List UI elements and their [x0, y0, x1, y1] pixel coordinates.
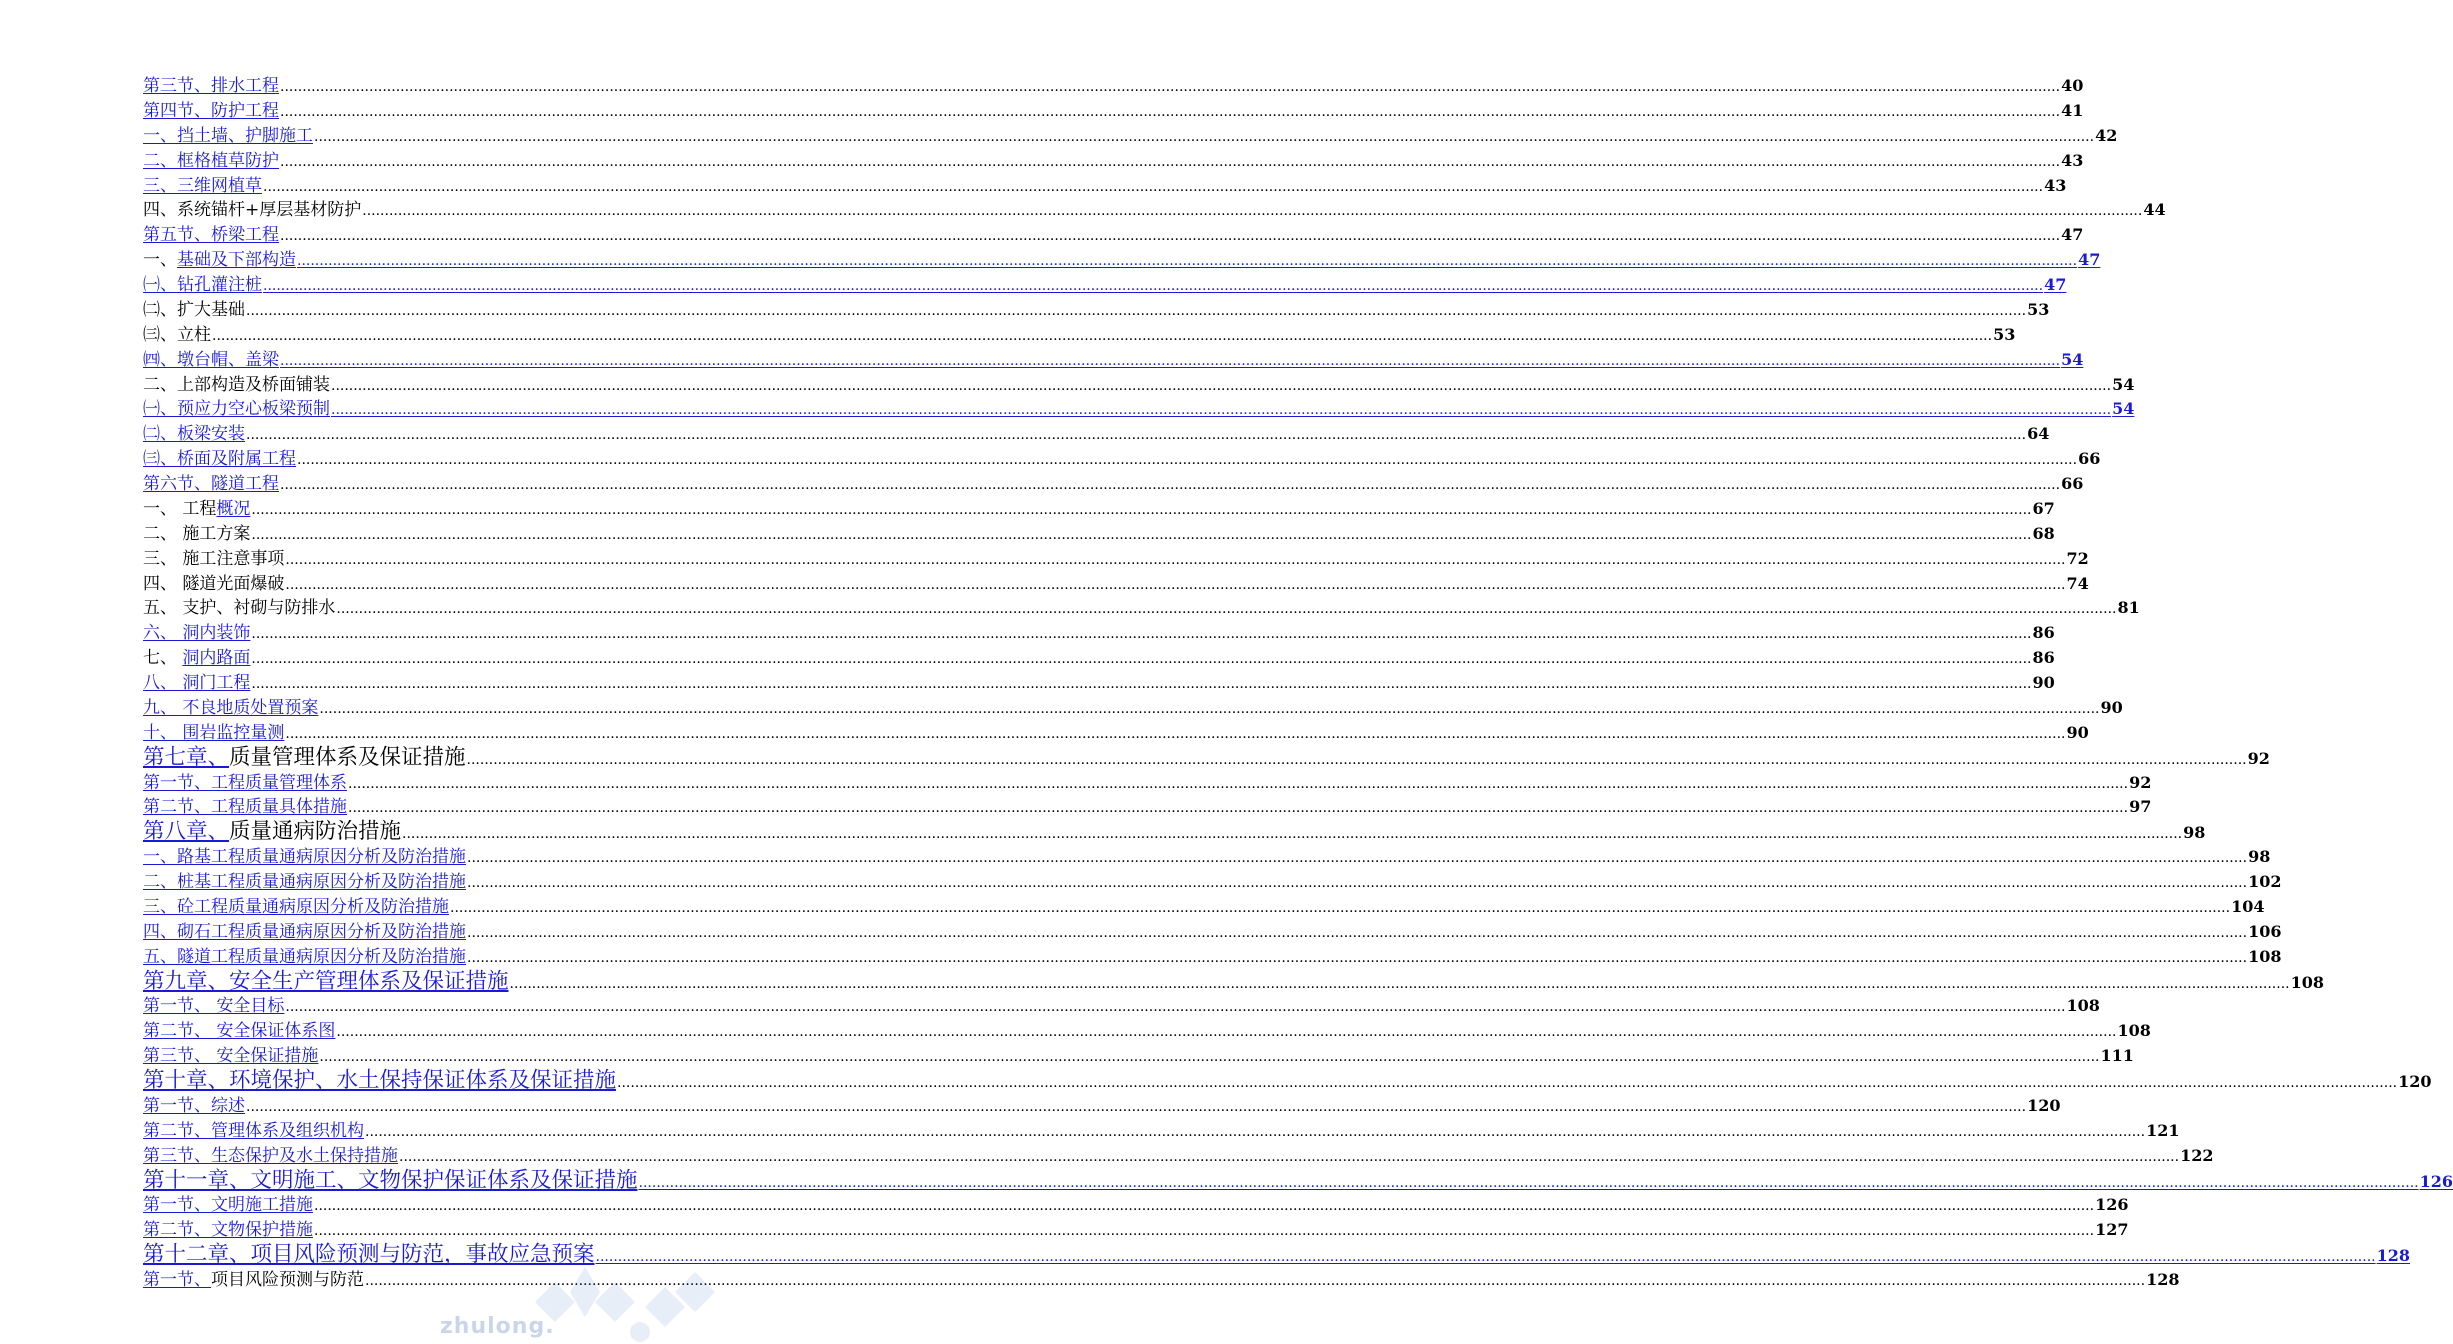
toc-entry-title [143, 497, 250, 522]
toc-leader-dots: ................................................................................................................................................................................................................................................................................................................................................................................................................ [399, 1148, 2180, 1165]
toc-page-number: 126 [2095, 1195, 2129, 1215]
toc-leader-dots: ................................................................................................................................................................................................................................................................................................................................................................................................................ [246, 427, 2027, 444]
toc-link-text[interactable]: 第一节、 安全目标 [143, 996, 285, 1017]
toc-page-number: 90 [2100, 697, 2123, 717]
toc-entry-title [143, 746, 466, 771]
toc-link-text[interactable]: 概况 [216, 498, 251, 519]
toc-leader-dots: ................................................................................................................................................................................................................................................................................................................................................................................................................ [285, 725, 2066, 742]
toc-entry[interactable] [143, 124, 2118, 149]
toc-page-number: 108 [2117, 1021, 2151, 1041]
toc-plain-text: 一、 工程 [143, 498, 217, 519]
toc-entry[interactable] [143, 472, 2084, 497]
toc-entry-title [143, 472, 279, 497]
toc-link-text[interactable]: 基础及下部构造 [177, 250, 296, 271]
toc-page-number: 54 [2112, 374, 2135, 394]
toc-entry[interactable] [143, 819, 2206, 845]
toc-entry[interactable] [143, 397, 2135, 422]
toc-page-number: 74 [2066, 573, 2089, 593]
toc-entry[interactable] [143, 845, 2271, 870]
toc-page-number: 121 [2146, 1120, 2180, 1140]
toc-entry[interactable] [143, 522, 2055, 547]
toc-leader-dots: ................................................................................................................................................................................................................................................................................................................................................................................................................ [617, 1075, 2398, 1091]
toc-page-number: 108 [2248, 946, 2282, 966]
toc-link-text[interactable]: ㈢、桥面及附属工程 [143, 449, 296, 470]
toc-plain-text: 三、 施工注意事项 [143, 548, 285, 569]
toc-page-number: 81 [2117, 598, 2140, 618]
toc-leader-dots: ................................................................................................................................................................................................................................................................................................................................................................................................................ [402, 826, 2183, 843]
toc-entry[interactable] [143, 721, 2089, 746]
toc-link-text[interactable]: 第三节、生态保护及水土保持措施 [143, 1145, 398, 1166]
toc-entry[interactable] [143, 870, 2282, 895]
toc-entry-title [143, 870, 466, 895]
toc-link-text[interactable]: 第十一章、文明施工、文物保护保证体系及保证措施 [143, 1167, 638, 1193]
toc-link-text[interactable]: 六、 洞内装饰 [143, 623, 251, 644]
toc-link-text[interactable]: 第五节、桥梁工程 [143, 225, 279, 246]
toc-entry-title [143, 696, 318, 721]
toc-page-number: 98 [2183, 823, 2206, 843]
toc-link-text[interactable]: 洞内路面 [182, 648, 251, 669]
toc-entry[interactable] [143, 1167, 2453, 1194]
toc-link-text[interactable]: 二、框格植草防护 [143, 150, 279, 171]
toc-entry[interactable] [143, 596, 2140, 621]
toc-leader-dots: ................................................................................................................................................................................................................................................................................................................................................................................................................ [467, 850, 2248, 867]
toc-page-number: 47 [2044, 275, 2067, 294]
toc-page-number: 43 [2061, 150, 2084, 170]
toc-link-text[interactable]: 第七章、 [143, 744, 230, 770]
toc-entry-title [143, 373, 330, 398]
toc-leader-dots: ................................................................................................................................................................................................................................................................................................................................................................................................................ [336, 601, 2117, 618]
toc-page-number: 108 [2066, 996, 2100, 1016]
toc-link-text[interactable]: 第六节、隧道工程 [143, 474, 279, 494]
toc-entry[interactable] [143, 497, 2055, 522]
toc-entry[interactable] [143, 771, 2152, 796]
toc-link-text[interactable]: 第四节、防护工程 [143, 100, 279, 121]
toc-entry-title [143, 348, 279, 373]
toc-link-text[interactable]: 三、三维网植草 [143, 175, 262, 196]
toc-page-number: 97 [2129, 797, 2152, 817]
toc-entry-title [143, 1094, 245, 1119]
toc-link-text[interactable]: 八、 洞门工程 [143, 673, 251, 693]
toc-leader-dots: ................................................................................................................................................................................................................................................................................................................................................................................................................ [466, 751, 2247, 768]
toc-entry[interactable] [143, 795, 2152, 820]
toc-page-number: 42 [2095, 125, 2118, 145]
toc-leader-dots: ................................................................................................................................................................................................................................................................................................................................................................................................................ [467, 875, 2248, 891]
toc-entry-title [143, 397, 330, 422]
toc-page-number: 120 [2027, 1095, 2061, 1115]
toc-page-number: 104 [2231, 896, 2265, 916]
toc-entry[interactable] [143, 273, 2067, 298]
toc-leader-dots: ................................................................................................................................................................................................................................................................................................................................................................................................................ [365, 1123, 2146, 1140]
toc-entry-title [143, 1218, 313, 1243]
toc-leader-dots: ................................................................................................................................................................................................................................................................................................................................................................................................................ [246, 1098, 2027, 1115]
toc-leader-dots: ................................................................................................................................................................................................................................................................................................................................................................................................................ [297, 253, 2078, 270]
toc-leader-dots: ................................................................................................................................................................................................................................................................................................................................................................................................................ [297, 452, 2078, 469]
toc-entry[interactable] [143, 223, 2084, 248]
toc-entry-title [143, 646, 250, 671]
toc-page-number: 111 [2100, 1046, 2134, 1066]
toc-plain-text: 质量通病防治措施 [229, 819, 402, 845]
toc-entry-title [143, 298, 245, 323]
toc-page-number: 106 [2248, 921, 2282, 941]
toc-leader-dots: ................................................................................................................................................................................................................................................................................................................................................................................................................ [362, 203, 2143, 220]
toc-entry[interactable] [143, 1044, 2134, 1069]
toc-page-number: 128 [2376, 1246, 2410, 1266]
toc-page-number: 53 [1993, 324, 2016, 344]
toc-page-number: 120 [2398, 1072, 2432, 1091]
toc-leader-dots: ................................................................................................................................................................................................................................................................................................................................................................................................................ [251, 501, 2032, 518]
toc-entry-title [143, 596, 335, 621]
toc-page-number: 102 [2248, 872, 2282, 891]
toc-link-text[interactable]: 第八章、 [143, 819, 230, 845]
toc-entry-title [143, 820, 401, 845]
toc-link-text[interactable]: 五、隧道工程质量通病原因分析及防治措施 [143, 946, 466, 967]
toc-leader-dots: ................................................................................................................................................................................................................................................................................................................................................................................................................ [509, 975, 2290, 992]
toc-link-text[interactable]: 第一节、综述 [143, 1095, 245, 1116]
toc-entry-title [143, 994, 284, 1019]
toc-entry[interactable] [143, 1193, 2129, 1218]
toc-entry[interactable] [143, 1019, 2151, 1044]
toc-link-text[interactable]: 第二节、管理体系及组织机构 [143, 1120, 364, 1141]
toc-entry[interactable] [143, 298, 2050, 323]
toc-leader-dots: ................................................................................................................................................................................................................................................................................................................................................................................................................ [251, 526, 2032, 543]
toc-leader-dots: ................................................................................................................................................................................................................................................................................................................................................................................................................ [336, 1024, 2117, 1041]
toc-link-text[interactable]: 三、砼工程质量通病原因分析及防治措施 [143, 896, 449, 917]
toc-leader-dots: ................................................................................................................................................................................................................................................................................................................................................................................................................ [638, 1174, 2419, 1191]
toc-entry[interactable] [143, 744, 2270, 771]
toc-page-number: 122 [2180, 1145, 2214, 1165]
toc-plain-text: 一、 [143, 250, 177, 271]
toc-entry[interactable] [143, 373, 2135, 398]
toc-entry[interactable] [143, 74, 2084, 99]
toc-entry-title [143, 671, 250, 696]
toc-page-number: 67 [2032, 498, 2055, 518]
toc-page-number: 98 [2248, 847, 2271, 867]
toc-entry[interactable] [143, 174, 2067, 199]
toc-entry-title [143, 1169, 638, 1194]
toc-entry-title [143, 795, 347, 820]
watermark-text: zhulong. [440, 1314, 555, 1339]
toc-entry-title [143, 124, 313, 149]
toc-leader-dots: ................................................................................................................................................................................................................................................................................................................................................................................................................ [285, 576, 2066, 593]
toc-entry[interactable] [143, 323, 2016, 348]
toc-link-text[interactable]: 第一节、文明施工措施 [143, 1195, 313, 1216]
toc-entry[interactable] [143, 572, 2089, 597]
toc-entry[interactable] [143, 248, 2101, 273]
toc-entry[interactable] [143, 671, 2055, 696]
toc-link-text[interactable]: ㈠、钻孔灌注桩 [143, 275, 262, 295]
toc-page-number: 92 [2247, 748, 2270, 768]
toc-leader-dots: ................................................................................................................................................................................................................................................................................................................................................................................................................ [251, 676, 2032, 692]
toc-entry-title [143, 1019, 335, 1044]
toc-page-number: 128 [2146, 1270, 2180, 1289]
toc-entry[interactable] [143, 646, 2055, 671]
toc-entry-title [143, 198, 361, 223]
toc-page-number: 47 [2078, 250, 2101, 270]
toc-link-text[interactable]: 第三节、排水工程 [143, 76, 279, 96]
toc-leader-dots: ................................................................................................................................................................................................................................................................................................................................................................................................................ [314, 1223, 2095, 1240]
toc-leader-dots: ................................................................................................................................................................................................................................................................................................................................................................................................................ [314, 1198, 2095, 1215]
toc-page-number: 72 [2066, 548, 2089, 568]
toc-entry[interactable] [143, 945, 2282, 970]
toc-entry[interactable] [143, 1119, 2180, 1144]
toc-link-text[interactable]: ㈣、墩台帽、盖梁 [143, 349, 279, 370]
toc-leader-dots: ................................................................................................................................................................................................................................................................................................................................................................................................................ [246, 302, 2027, 319]
toc-entry-title [143, 1193, 313, 1218]
toc-leader-dots: ................................................................................................................................................................................................................................................................................................................................................................................................................ [450, 899, 2231, 916]
toc-entry-title [143, 1069, 616, 1094]
toc-entry[interactable] [143, 447, 2101, 472]
toc-plain-text: 四、 隧道光面爆破 [143, 573, 285, 594]
toc-entry-title [143, 223, 279, 248]
toc-link-text[interactable]: 一、路基工程质量通病原因分析及防治措施 [143, 847, 466, 868]
toc-plain-text: 五、 支护、衬砌与防排水 [143, 598, 336, 619]
toc-plain-text: ㈡、扩大基础 [143, 299, 245, 320]
toc-plain-text: 质量管理体系及保证措施 [229, 744, 466, 770]
toc-link-text[interactable]: 九、 不良地质处置预案 [143, 697, 319, 718]
toc-entry[interactable] [143, 348, 2084, 373]
toc-page-number: 86 [2032, 648, 2055, 668]
toc-entry-title [143, 74, 279, 99]
toc-leader-dots: ................................................................................................................................................................................................................................................................................................................................................................................................................ [365, 1273, 2146, 1289]
toc-entry-title [143, 1144, 398, 1169]
toc-leader-dots: ................................................................................................................................................................................................................................................................................................................................................................................................................ [263, 278, 2044, 294]
toc-page-number: 66 [2061, 474, 2084, 493]
toc-entry[interactable] [143, 1068, 2432, 1094]
toc-entry-title [143, 447, 296, 472]
toc-entry[interactable] [143, 968, 2324, 995]
toc-entry-title [143, 522, 250, 547]
toc-page-number: 126 [2419, 1171, 2453, 1191]
toc-entry[interactable] [143, 1144, 2214, 1169]
toc-leader-dots: ................................................................................................................................................................................................................................................................................................................................................................................................................ [280, 477, 2061, 493]
toc-page-number: 86 [2032, 623, 2055, 643]
toc-leader-dots: ................................................................................................................................................................................................................................................................................................................................................................................................................ [467, 924, 2248, 941]
toc-link-text[interactable]: 第十章、环境保护、水土保持保证体系及保证措施 [143, 1068, 617, 1093]
toc-page-number: 41 [2061, 100, 2084, 120]
toc-plain-text: 四、系统锚杆+厚层基材防护 [143, 200, 362, 221]
toc-page-number: 40 [2061, 76, 2084, 95]
toc-link-text[interactable]: 第二节、 安全保证体系图 [143, 1021, 336, 1042]
toc-entry-title [143, 970, 509, 995]
toc-page-number: 66 [2078, 449, 2101, 469]
toc-leader-dots: ................................................................................................................................................................................................................................................................................................................................................................................................................ [285, 551, 2066, 568]
toc-leader-dots: ................................................................................................................................................................................................................................................................................................................................................................................................................ [280, 79, 2061, 95]
toc-page-number: 47 [2061, 225, 2084, 245]
toc-link-text[interactable]: 第三节、 安全保证措施 [143, 1046, 319, 1067]
toc-entry-title [143, 422, 245, 447]
toc-page-number: 127 [2095, 1220, 2129, 1240]
toc-leader-dots: ................................................................................................................................................................................................................................................................................................................................................................................................................ [280, 103, 2061, 120]
toc-leader-dots: ................................................................................................................................................................................................................................................................................................................................................................................................................ [280, 153, 2061, 170]
toc-leader-dots: ................................................................................................................................................................................................................................................................................................................................................................................................................ [331, 377, 2112, 394]
toc-entry-title [143, 771, 347, 796]
toc-link-text[interactable]: 一、挡土墙、护脚施工 [143, 125, 313, 146]
toc-leader-dots: ................................................................................................................................................................................................................................................................................................................................................................................................................ [251, 626, 2032, 643]
toc-page-number: 54 [2061, 349, 2084, 369]
toc-leader-dots: ................................................................................................................................................................................................................................................................................................................................................................................................................ [212, 327, 1993, 344]
toc-entry[interactable] [143, 621, 2055, 646]
toc-leader-dots: ................................................................................................................................................................................................................................................................................................................................................................................................................ [467, 949, 2248, 966]
toc-plain-text: 项目风险预测与防范 [211, 1270, 364, 1290]
toc-entry[interactable] [143, 994, 2100, 1019]
toc-entry-title [143, 99, 279, 124]
toc-entry-title [143, 845, 466, 870]
table-of-contents [143, 74, 2453, 1293]
toc-entry-title [143, 572, 284, 597]
toc-leader-dots: ................................................................................................................................................................................................................................................................................................................................................................................................................ [251, 651, 2032, 668]
toc-leader-dots: ................................................................................................................................................................................................................................................................................................................................................................................................................ [319, 700, 2100, 717]
toc-page-number: 92 [2129, 772, 2152, 792]
toc-plain-text: 二、上部构造及桥面铺装 [143, 374, 330, 395]
toc-link-text[interactable]: 第十二章、项目风险预测与防范，事故应急预案 [143, 1242, 595, 1268]
toc-entry-title [143, 945, 466, 970]
toc-page-number: 108 [2290, 972, 2324, 992]
toc-entry[interactable] [143, 422, 2050, 447]
toc-page-number: 43 [2044, 175, 2067, 195]
toc-leader-dots: ................................................................................................................................................................................................................................................................................................................................................................................................................ [314, 128, 2095, 145]
toc-link-text[interactable]: ㈠、预应力空心板梁预制 [143, 399, 330, 420]
toc-page-number: 68 [2032, 523, 2055, 543]
toc-page-number: 53 [2027, 299, 2050, 319]
toc-link-text[interactable]: 第一节、 [143, 1270, 211, 1290]
toc-entry[interactable] [143, 547, 2089, 572]
toc-entry[interactable] [143, 920, 2282, 945]
toc-entry-title [143, 174, 262, 199]
toc-entry-title [143, 721, 284, 746]
toc-entry-title [143, 1044, 318, 1069]
toc-link-text[interactable]: 第二节、文物保护措施 [143, 1220, 313, 1241]
toc-leader-dots: ................................................................................................................................................................................................................................................................................................................................................................................................................ [595, 1249, 2376, 1266]
toc-entry-title [143, 1268, 364, 1293]
toc-entry-title [143, 248, 296, 273]
toc-leader-dots: ................................................................................................................................................................................................................................................................................................................................................................................................................ [263, 178, 2044, 195]
toc-link-text[interactable]: 二、桩基工程质量通病原因分析及防治措施 [143, 872, 466, 892]
toc-page-number: 90 [2066, 722, 2089, 742]
toc-entry-title [143, 323, 211, 348]
toc-entry-title [143, 621, 250, 646]
toc-page-number: 90 [2032, 673, 2055, 692]
toc-plain-text: 七、 [143, 648, 183, 669]
toc-entry[interactable] [143, 149, 2084, 174]
toc-link-text[interactable]: 第一节、工程质量管理体系 [143, 772, 347, 793]
toc-entry-title [143, 149, 279, 174]
toc-plain-text: 二、 施工方案 [143, 523, 251, 544]
toc-link-text[interactable]: 第九章、安全生产管理体系及保证措施 [143, 968, 509, 994]
toc-page-number: 44 [2143, 200, 2166, 220]
toc-leader-dots: ................................................................................................................................................................................................................................................................................................................................................................................................................ [280, 352, 2061, 369]
toc-entry[interactable] [143, 895, 2265, 920]
toc-entry-title [143, 547, 284, 572]
toc-entry-title [143, 273, 262, 298]
toc-page-number: 64 [2027, 424, 2050, 444]
toc-entry[interactable] [143, 696, 2123, 721]
toc-leader-dots: ................................................................................................................................................................................................................................................................................................................................................................................................................ [319, 1049, 2100, 1066]
toc-entry-title [143, 920, 466, 945]
toc-entry-title [143, 895, 449, 920]
toc-link-text[interactable]: 四、砌石工程质量通病原因分析及防治措施 [143, 921, 466, 942]
toc-link-text[interactable]: 第二节、工程质量具体措施 [143, 797, 347, 818]
toc-leader-dots: ................................................................................................................................................................................................................................................................................................................................................................................................................ [348, 775, 2129, 792]
toc-page-number: 54 [2112, 399, 2135, 419]
toc-entry[interactable] [143, 99, 2084, 124]
toc-entry-title [143, 1119, 364, 1144]
toc-link-text[interactable]: ㈡、板梁安装 [143, 424, 245, 445]
toc-leader-dots: ................................................................................................................................................................................................................................................................................................................................................................................................................ [285, 999, 2066, 1016]
toc-entry[interactable] [143, 198, 2166, 223]
toc-leader-dots: ................................................................................................................................................................................................................................................................................................................................................................................................................ [331, 402, 2112, 419]
toc-leader-dots: ................................................................................................................................................................................................................................................................................................................................................................................................................ [280, 228, 2061, 245]
toc-plain-text: ㈢、立柱 [143, 324, 211, 345]
toc-link-text[interactable]: 十、 围岩监控量测 [143, 722, 285, 743]
toc-leader-dots: ................................................................................................................................................................................................................................................................................................................................................................................................................ [348, 800, 2129, 817]
toc-entry[interactable] [143, 1218, 2129, 1243]
toc-entry[interactable] [143, 1094, 2061, 1119]
